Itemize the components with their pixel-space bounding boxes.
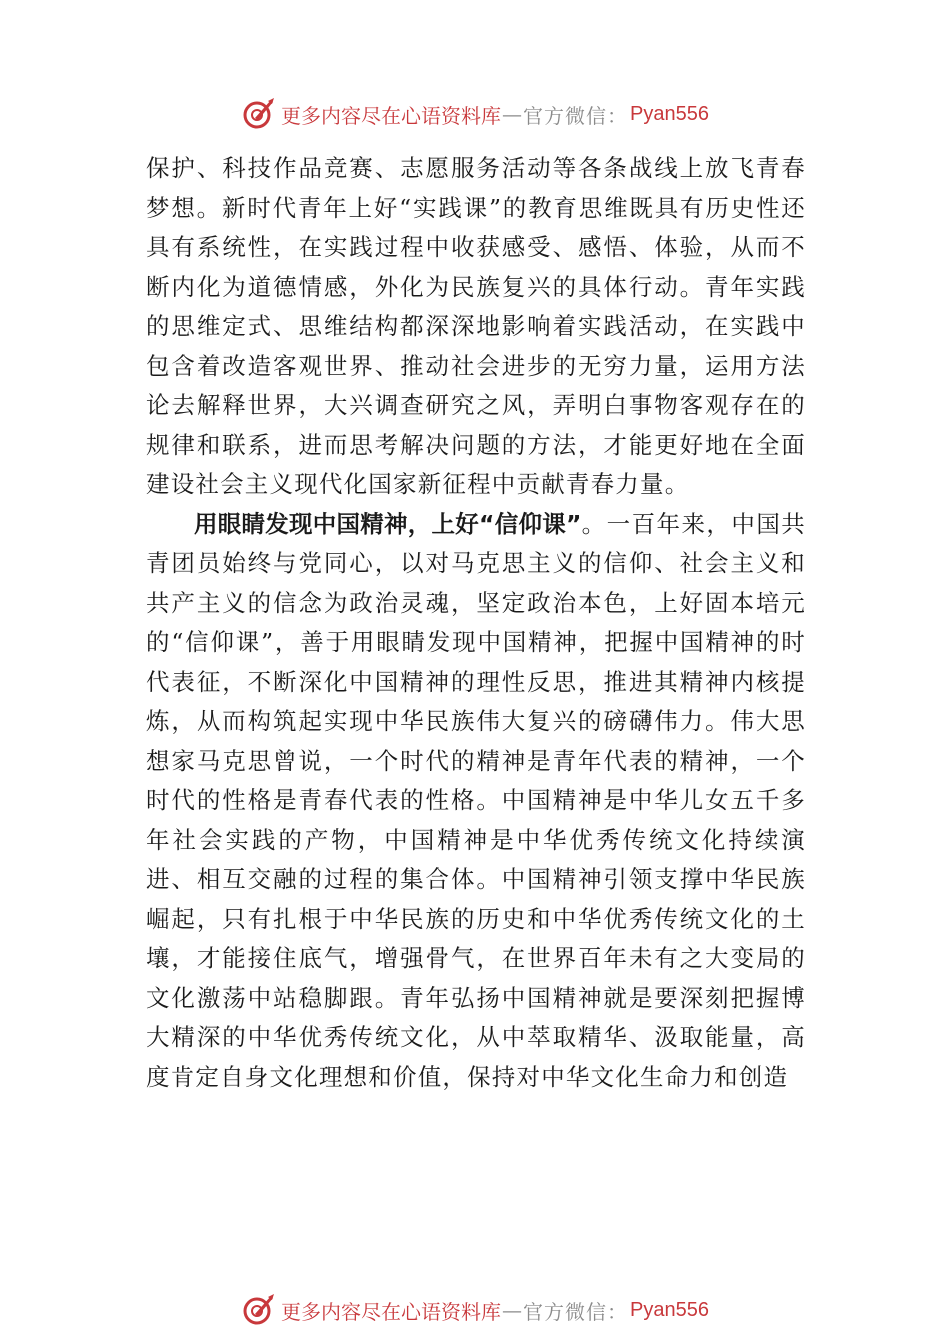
- paragraph-2-text: 。一百年来，中国共青团员始终与党同心，以对马克思主义的信仰、社会主义和共产主义的信念为政治灵魂，坚定政治本色，上好固本培元的“信仰课”，善于用眼睛发现中国精神，把握中国精神的时代表征，不断深化中国精神的理性反思，推进其精神内核提炼，从而构筑起实现中华民族伟大复兴的磅礴伟力。伟大思想家马克思曾说，一个时代的精神是青年代表的精神，一个时代的性格是青春代表的性格。中国精神是中华儿女五千多年社会实践的产物，中国精神是中华优秀传统文化持续演进、相互交融的过程的集合体。中国精神引领支撑中华民族崛起，只有扎根于中华民族的历史和中华优秀传统文化的土壤，才能接住底气，增强骨气，在世界百年未有之大变局的文化激荡中站稳脚跟。青年弘扬中国精神就是要深刻把握博大精深的中华优秀传统文化，从中萃取精华、汲取能量，高度肯定自身文化理想和价值，保持对中华文化生命力和创造: [146, 509, 806, 1091]
- header-dash: —: [502, 102, 523, 126]
- quill-logo-icon: [241, 1292, 277, 1328]
- footer-banner: [0, 1290, 950, 1330]
- footer-handle: Pyan556: [630, 1298, 709, 1321]
- paragraph-2: [146, 505, 806, 1098]
- header-handle: Pyan556: [630, 102, 709, 125]
- footer-brand: 更多内容尽在心语资料库: [281, 1299, 502, 1324]
- header-brand: 更多内容尽在心语资料库: [281, 103, 502, 128]
- footer-label: 官方微信：: [523, 1299, 629, 1324]
- header-banner: [0, 94, 950, 134]
- header-label: 官方微信：: [523, 103, 629, 128]
- paragraph-1: [146, 149, 806, 505]
- footer-dash: —: [502, 1298, 523, 1322]
- quill-logo-icon: [241, 96, 277, 132]
- paragraph-1-text: 保护、科技作品竞赛、志愿服务活动等各条战线上放飞青春梦想。新时代青年上好“实践课”的教育思维既具有历史性还具有系统性，在实践过程中收获感受、感悟、体验，从而不断内化为道德情感，外化为民族复兴的具体行动。青年实践的思维定式、思维结构都深深地影响着实践活动，在实践中包含着改造客观世界、推动社会进步的无穷力量，运用方法论去解释世界，大兴调查研究之风，弄明白事物客观存在的规律和联系，进而思考解决问题的方法，才能更好地在全面建设社会主义现代化国家新征程中贡献青春力量。: [146, 154, 806, 498]
- section-heading: 用眼睛发现中国精神，上好“信仰课”: [194, 509, 582, 538]
- document-body: [146, 149, 806, 1097]
